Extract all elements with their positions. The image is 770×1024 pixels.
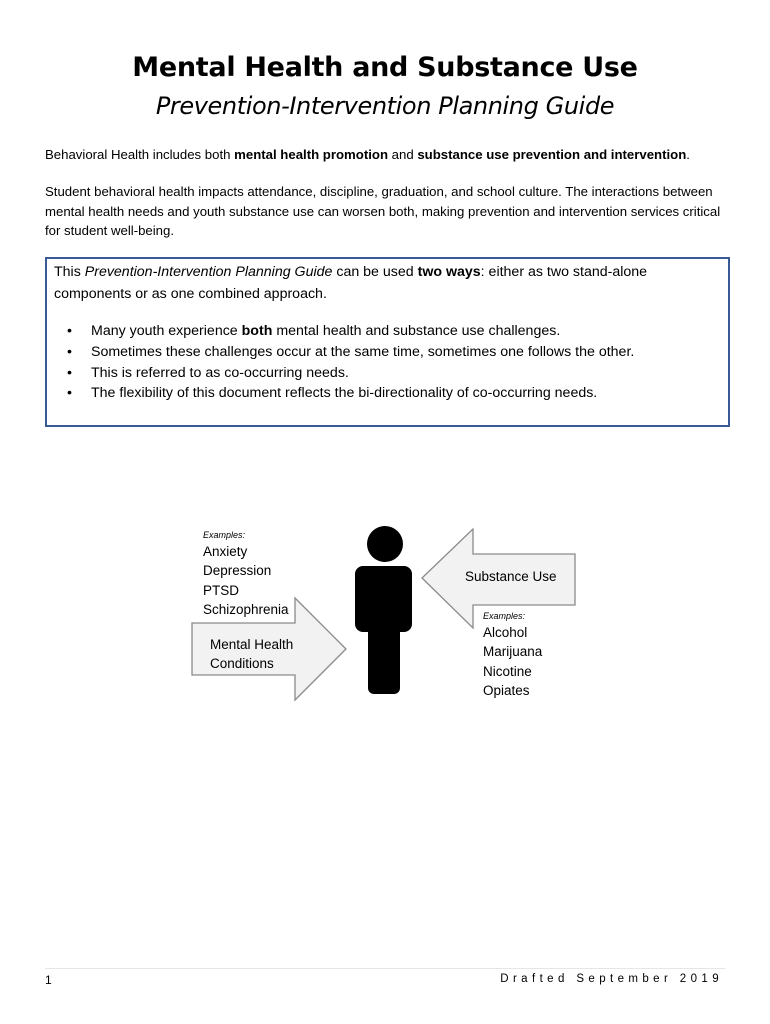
list-item: Anxiety <box>203 544 248 559</box>
bullet-text: Sometimes these challenges occur at the same time, sometimes one follows the other. <box>91 343 635 360</box>
footer-divider <box>45 968 725 969</box>
bullet-symbol: • <box>67 385 72 402</box>
list-item: Marijuana <box>483 644 543 660</box>
mental-health-examples-list <box>203 542 289 619</box>
bullet-symbol: • <box>67 343 72 360</box>
page-number: 1 <box>45 973 52 987</box>
intro-bold-mental-health: mental health promotion <box>234 147 388 162</box>
list-item: Alcohol <box>483 625 528 640</box>
list-item: PTSD <box>203 582 240 598</box>
bullet-bold: both <box>241 323 273 339</box>
list-item: Nicotine <box>483 663 532 679</box>
bullet-symbol: • <box>67 364 72 381</box>
mental-health-label-line2: Conditions <box>210 656 274 671</box>
substance-examples-list <box>483 623 542 700</box>
substance-use-arrow-label: Substance Use <box>465 569 557 584</box>
mental-health-arrow-label <box>210 635 293 673</box>
intro-text: Behavioral Health includes both <box>45 147 235 162</box>
list-item: Schizophrenia <box>203 601 289 617</box>
person-icon <box>355 526 412 694</box>
callout-text: can be used <box>332 264 418 280</box>
page-title: Mental Health and Substance Use <box>132 52 638 83</box>
page-subtitle: Prevention-Intervention Planning Guide <box>155 92 615 120</box>
intro-bold-substance-use: substance use prevention and intervention <box>417 147 687 162</box>
bullet-text: The flexibility of this document reflects the bi-directionality of co-occurring needs. <box>91 385 598 402</box>
bullet-text: This is referred to as co-occurring needs. <box>91 364 349 381</box>
intro-text: . <box>686 147 690 162</box>
list-item: Opiates <box>483 682 530 698</box>
substance-examples-label: Examples: <box>483 611 526 621</box>
callout-bold: two ways <box>417 264 481 280</box>
callout-text: This <box>54 264 85 280</box>
list-item: Depression <box>203 563 272 579</box>
drafted-date: Drafted September 2019 <box>500 973 723 985</box>
bullet-text: Many youth experience <box>91 323 242 339</box>
intro-text: and <box>388 147 418 162</box>
callout-text: : either as two stand-alone components or as one combined approach. <box>54 264 648 302</box>
callout-guide-title: Prevention-Intervention Planning Guide <box>84 264 333 280</box>
bullet-symbol: • <box>67 323 72 339</box>
bullet-text: mental health and substance use challenges. <box>272 323 561 339</box>
impact-paragraph: Student behavioral health impacts attendance, discipline, graduation, and school culture. The interactions between mental health needs and youth substance use can worsen both, making prevention and intervention services critical for student well-being. <box>45 184 721 238</box>
mental-health-examples-label: Examples: <box>203 530 246 540</box>
mental-health-label-line1: Mental Health <box>210 637 294 652</box>
